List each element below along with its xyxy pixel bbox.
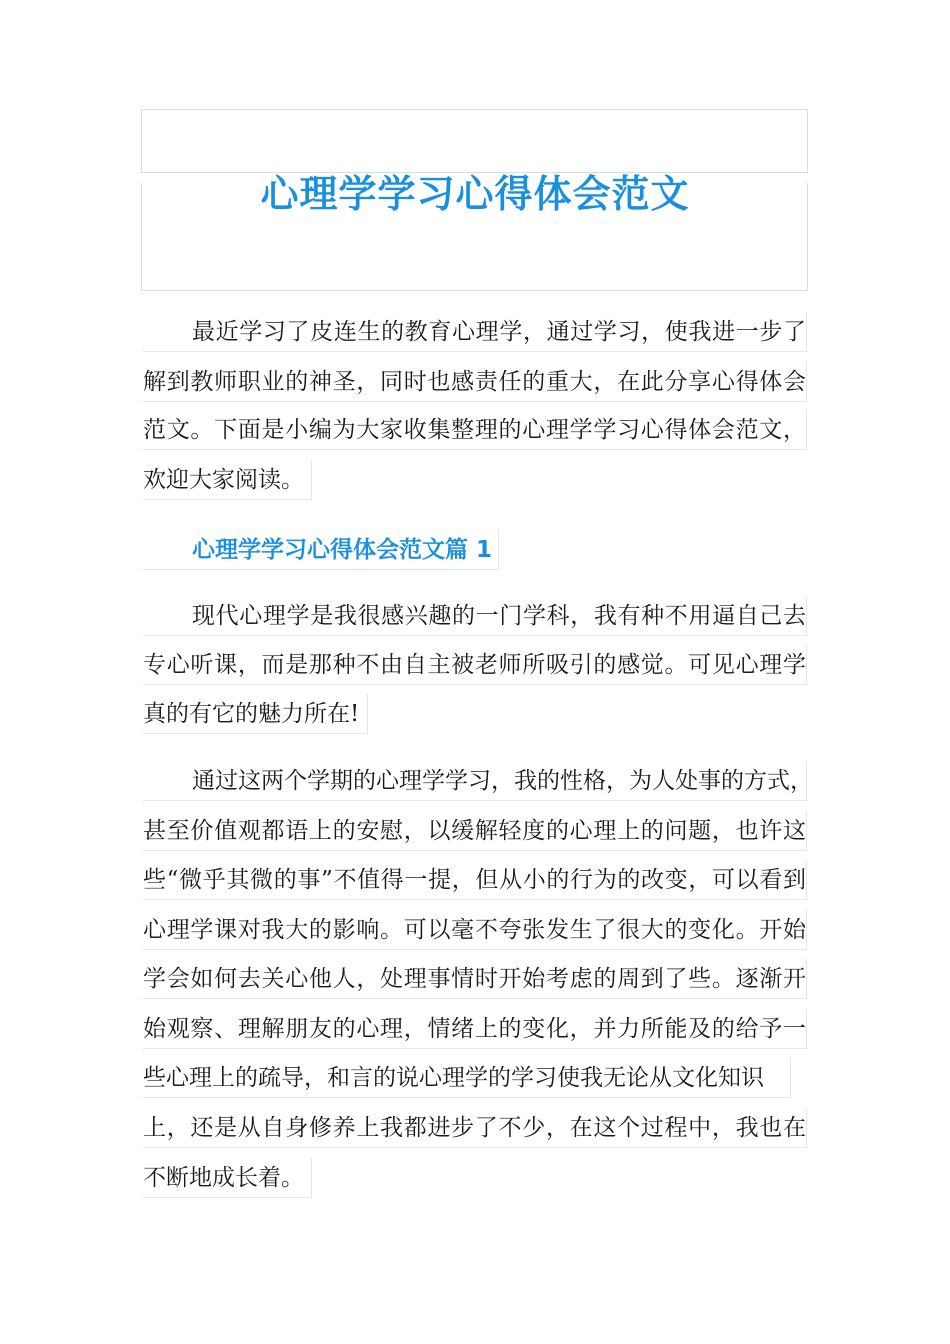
document-title: 心理学学习心得体会范文 — [260, 172, 690, 216]
intro-line: 欢迎大家阅读。 — [143, 460, 312, 500]
paragraph-line: 始观察、理解朋友的心理，情绪上的变化，并力所能及的给予一 — [143, 1009, 807, 1049]
paragraph-line: 甚至价值观都语上的安慰，以缓解轻度的心理上的问题，也许这 — [143, 811, 807, 851]
intro-line: 最近学习了皮连生的教育心理学，通过学习，使我进一步了 — [143, 312, 807, 352]
title-frame-top — [141, 109, 808, 173]
paragraph-line: 通过这两个学期的心理学学习，我的性格，为人处事的方式， — [143, 761, 807, 801]
paragraph-line: 现代心理学是我很感兴趣的一门学科，我有种不用逼自己去 — [143, 596, 807, 636]
paragraph-line: 上，还是从自身修养上我都进步了不少，在这个过程中，我也在 — [143, 1108, 807, 1148]
paragraph-line: 学会如何去关心他人，处理事情时开始考虑的周到了些。逐渐开 — [143, 959, 807, 999]
paragraph-line: 专心听课，而是那种不由自主被老师所吸引的感觉。可见心理学 — [143, 645, 807, 685]
paragraph-line: 心理学课对我大的影响。可以毫不夸张发生了很大的变化。开始 — [143, 910, 807, 950]
paragraph-line: 些心理上的疏导，和言的说心理学的学习使我无论从文化知识 — [143, 1058, 791, 1098]
intro-line: 范文。下面是小编为大家收集整理的心理学学习心得体会范文， — [143, 410, 807, 450]
paragraph-line: 不断地成长着。 — [143, 1158, 312, 1198]
paragraph-line: 些“微乎其微的事”不值得一提，但从小的行为的改变，可以看到 — [143, 860, 807, 900]
paragraph-line: 真的有它的魅力所在! — [143, 694, 368, 734]
section-heading: 心理学学习心得体会范文篇 1 — [143, 530, 499, 570]
intro-line: 解到教师职业的神圣，同时也感责任的重大，在此分享心得体会 — [143, 362, 807, 402]
